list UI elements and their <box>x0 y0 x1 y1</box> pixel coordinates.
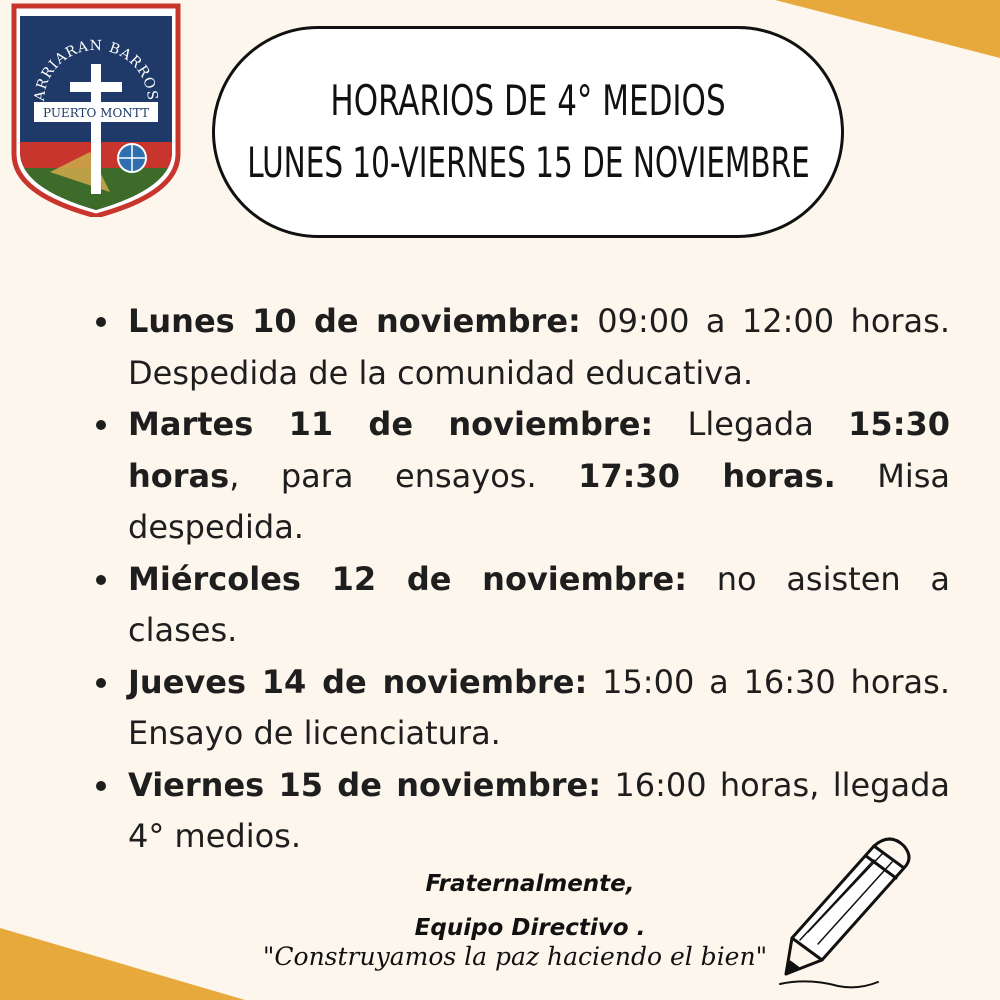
crest-band-text: PUERTO MONTT <box>42 106 150 120</box>
signature-text: Equipo Directivo . <box>414 915 646 941</box>
schedule-detail: no asisten a clases. <box>128 559 951 649</box>
title-box <box>212 26 844 238</box>
schedule-day: Lunes 10 de noviembre: <box>128 302 581 340</box>
schedule-list <box>88 296 950 863</box>
schedule-detail: 15:00 a 16:30 horas. Ensayo de licenciatura. <box>128 662 951 752</box>
closing-text: Fraternalmente, <box>425 871 635 897</box>
crest-arc-text: ARRIARAN BARROS <box>31 37 161 102</box>
schedule-day: Jueves 14 de noviembre: <box>128 662 588 701</box>
schedule-item-monday <box>88 296 950 399</box>
motto-text: "Construyamos la paz haciendo el bien" <box>262 942 768 971</box>
schedule-detail: Llegada <box>653 405 849 443</box>
schedule-item-wednesday <box>88 554 950 657</box>
pencil-icon <box>778 832 918 992</box>
schedule-detail: Misa despedida. <box>128 456 951 546</box>
schedule-detail: 09:00 a 12:00 horas. Despedida de la comunidad educativa. <box>128 302 951 392</box>
schedule-item-thursday <box>88 657 950 760</box>
school-crest <box>10 2 182 217</box>
page-title: HORARIOS DE 4° MEDIOS <box>330 76 726 125</box>
schedule-day: Miércoles 12 de noviembre: <box>128 559 688 598</box>
closing-block <box>300 862 760 950</box>
schedule-day: Viernes 15 de noviembre: <box>128 765 602 804</box>
schedule-day: Martes 11 de noviembre: <box>128 405 654 443</box>
page-subtitle: LUNES 10-VIERNES 15 DE NOVIEMBRE <box>246 138 810 187</box>
schedule-item-tuesday <box>88 399 950 554</box>
schedule-time: 17:30 horas. <box>578 456 836 495</box>
schedule-detail: 16:00 horas, llegada 4° medios. <box>128 765 951 855</box>
schedule-detail: , para ensayos. <box>229 456 579 495</box>
schedule-time: 15:30 horas <box>128 405 951 495</box>
